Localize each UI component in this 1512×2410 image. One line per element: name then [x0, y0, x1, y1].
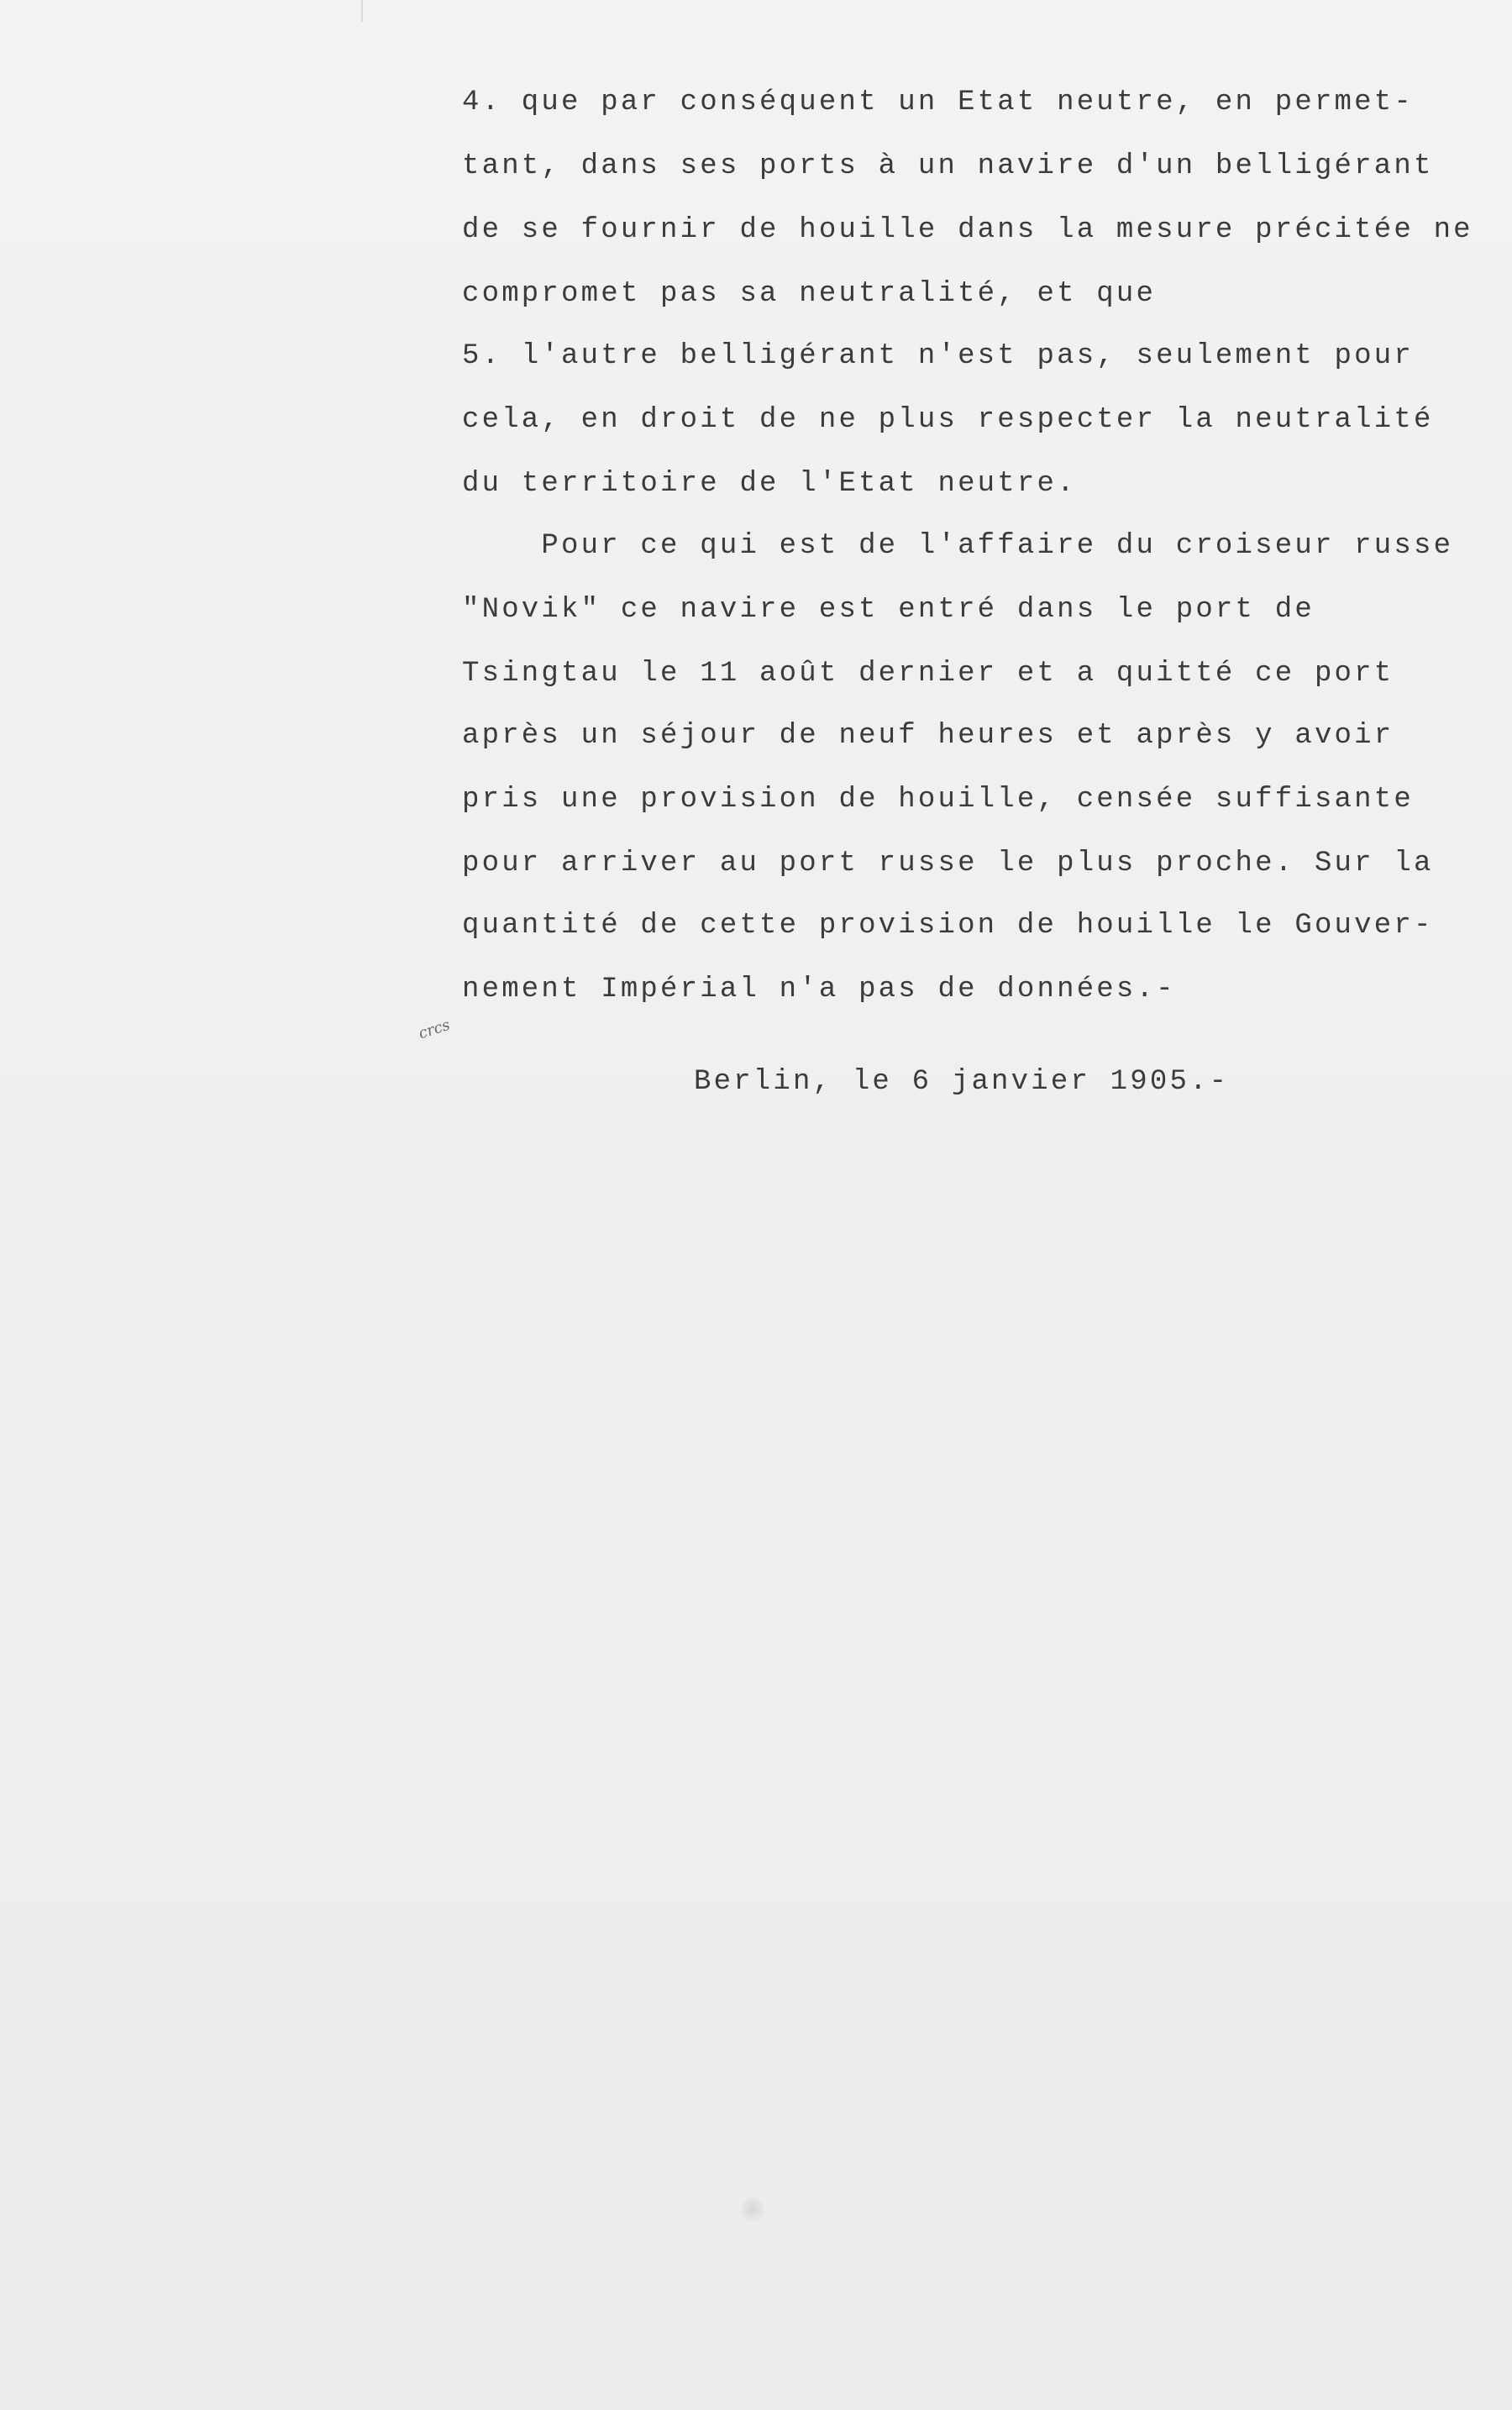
- text-line: pris une provision de houille, censée suffisante: [462, 784, 1414, 816]
- margin-annotation: crcs: [416, 1016, 453, 1043]
- text-line: compromet pas sa neutralité, et que: [462, 278, 1157, 310]
- text-line: cela, en droit de ne plus respecter la neutralité: [462, 404, 1434, 436]
- text-line: Pour ce qui est de l'affaire du croiseur russe: [462, 530, 1454, 562]
- text-line: après un séjour de neuf heures et après y avoir: [462, 720, 1394, 752]
- text-line: quantité de cette provision de houille le Gouver-: [462, 910, 1434, 942]
- paper-blemish: [742, 2197, 764, 2222]
- text-line: 5. l'autre belligérant n'est pas, seulement pour: [462, 340, 1414, 372]
- text-line: du territoire de l'Etat neutre.: [462, 468, 1077, 500]
- signature-line: Berlin, le 6 janvier 1905.-: [694, 1066, 1230, 1098]
- text-line: tant, dans ses ports à un navire d'un belligérant: [462, 150, 1434, 182]
- text-line: de se fournir de houille dans la mesure précitée ne: [462, 214, 1473, 246]
- text-line: pour arriver au port russe le plus proche. Sur la: [462, 848, 1434, 879]
- text-line: Tsingtau le 11 août dernier et a quitté ce port: [462, 658, 1394, 690]
- edge-mark: [361, 0, 363, 22]
- text-line: 4. que par conséquent un Etat neutre, en permet-: [462, 87, 1414, 118]
- text-line: "Novik" ce navire est entré dans le port de: [462, 594, 1315, 626]
- text-line: nement Impérial n'a pas de données.-: [462, 974, 1176, 1005]
